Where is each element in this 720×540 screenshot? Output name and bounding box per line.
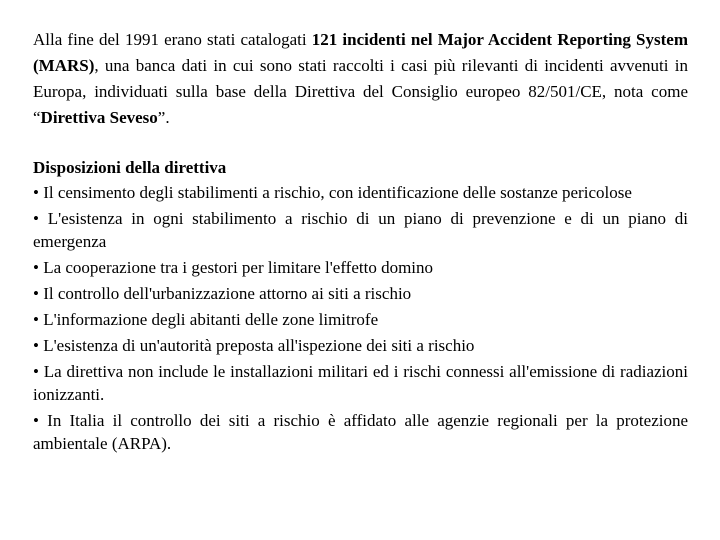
bullet-text: Il censimento degli stabilimenti a rischio, con identificazione delle sostanze pericolose xyxy=(43,183,632,202)
bullet-text: L'esistenza in ogni stabilimento a rischio di un piano di prevenzione e di un piano di emergenza xyxy=(33,209,689,251)
section-title: Disposizioni della direttiva xyxy=(33,158,227,177)
bullet-text: La cooperazione tra i gestori per limitare l'effetto domino xyxy=(43,258,434,277)
bullet-item xyxy=(33,282,688,305)
bullet-item xyxy=(33,207,688,253)
intro-paragraph xyxy=(33,27,688,131)
directive-bullet-list xyxy=(33,181,688,455)
intro-text-2: , una banca dati in cui sono stati raccolti i casi più rilevanti di incidenti avvenuti in Europa, individuati sulla base della Direttiva del Consiglio europeo 82/501/CE, nota come “ xyxy=(33,56,688,127)
intro-bold-mars: 121 incidenti nel Major Accident Reporting System (MARS) xyxy=(33,30,688,75)
bullet-text: Il controllo dell'urbanizzazione attorno ai siti a rischio xyxy=(43,284,412,303)
bullet-item xyxy=(33,308,688,331)
bullet-item xyxy=(33,334,688,357)
bullet-text: In Italia il controllo dei siti a rischio è affidato alle agenzie regionali per la protezione ambientale (ARPA). xyxy=(33,411,689,453)
bullet-item xyxy=(33,181,688,204)
bullet-item xyxy=(33,409,688,455)
bullet-icon: • xyxy=(33,362,44,381)
intro-text-1: Alla fine del 1991 erano stati catalogati xyxy=(33,30,312,49)
bullet-icon: • xyxy=(33,411,48,430)
bullet-text: L'informazione degli abitanti delle zone limitrofe xyxy=(43,310,379,329)
bullet-icon: • xyxy=(33,258,44,277)
bullet-item xyxy=(33,256,688,279)
bullet-text: La direttiva non include le installazioni militari ed i rischi connessi all'emissione di radiazioni ionizzanti. xyxy=(33,362,689,404)
slide-content xyxy=(33,27,688,458)
intro-bold-seveso: Direttiva Seveso xyxy=(40,108,158,127)
bullet-icon: • xyxy=(33,183,44,202)
bullet-item xyxy=(33,360,688,406)
bullet-icon: • xyxy=(33,310,44,329)
bullet-text: L'esistenza di un'autorità preposta all'ispezione dei siti a rischio xyxy=(43,336,475,355)
bullet-icon: • xyxy=(33,284,44,303)
bullet-icon: • xyxy=(33,209,48,228)
bullet-icon: • xyxy=(33,336,44,355)
intro-text-3: ”. xyxy=(157,108,170,127)
